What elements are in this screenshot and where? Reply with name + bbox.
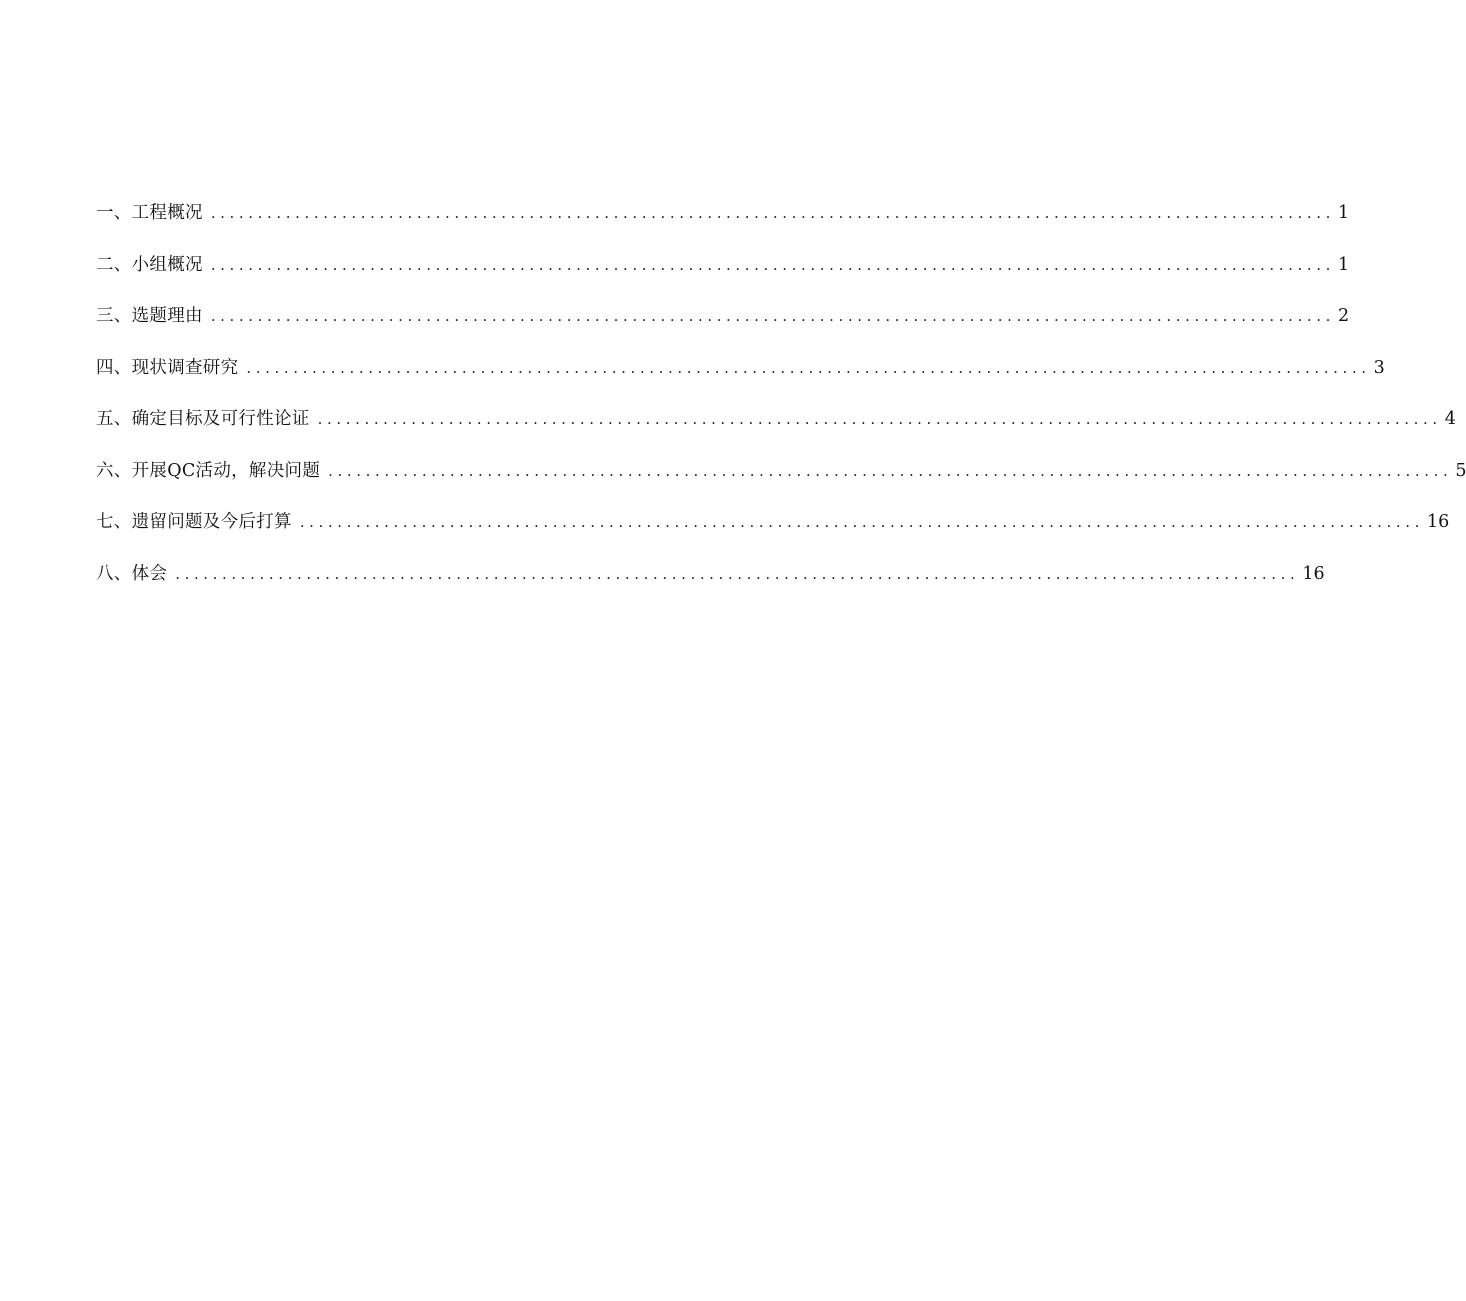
toc-dot-leader: ........................................................................................................................ <box>210 204 1335 222</box>
toc-dot-leader: ........................................................................................................................ <box>210 307 1335 325</box>
toc-entry-page: 1 <box>1337 254 1350 275</box>
toc-entry-page: 4 <box>1444 409 1456 429</box>
toc-entry-page: 16 <box>1426 512 1450 532</box>
toc-dot-leader: ........................................................................................................................ <box>328 461 1453 480</box>
toc-entry-title: 三、选题理由 <box>96 306 203 326</box>
toc-entry <box>96 505 1450 557</box>
toc-entry <box>96 454 1466 506</box>
toc-entry <box>96 299 1350 351</box>
toc-entry-title: 八、体会 <box>96 563 168 584</box>
toc-entry <box>96 402 1456 454</box>
toc-entry-title: 五、确定目标及可行性论证 <box>96 409 310 429</box>
toc-dot-leader: ........................................................................................................................ <box>175 564 1300 583</box>
toc-dot-leader: ........................................................................................................................ <box>210 255 1335 274</box>
toc-dot-leader: ........................................................................................................................ <box>299 513 1424 531</box>
toc-entry-page: 3 <box>1373 357 1385 378</box>
toc-entry <box>96 351 1385 403</box>
toc-entry-title: 七、遗留问题及今后打算 <box>96 512 292 532</box>
toc-entry-title: 六、开展QC活动，解决问题 <box>96 460 321 481</box>
toc-dot-leader: ........................................................................................................................ <box>246 358 1371 377</box>
toc-entry-title: 一、工程概况 <box>96 203 203 223</box>
table-of-contents <box>96 196 1466 608</box>
toc-entry-page: 16 <box>1302 563 1325 584</box>
toc-entry-page: 5 <box>1455 460 1466 481</box>
toc-entry-page: 1 <box>1337 203 1350 223</box>
toc-entry <box>96 557 1325 609</box>
toc-entry-title: 二、小组概况 <box>96 254 203 275</box>
toc-dot-leader: ........................................................................................................................ <box>317 410 1442 428</box>
toc-entry-page: 2 <box>1337 306 1350 326</box>
toc-entry <box>96 196 1350 248</box>
toc-entry <box>96 248 1350 300</box>
toc-entry-title: 四、现状调查研究 <box>96 357 239 378</box>
